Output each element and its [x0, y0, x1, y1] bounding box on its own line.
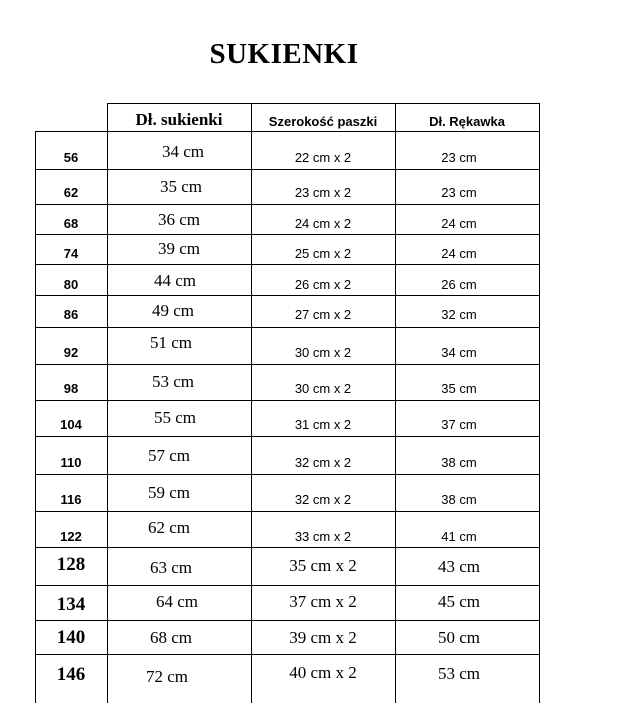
yoke-width-cell: 39 cm x 2	[289, 628, 357, 647]
sleeve-length-cell: 34 cm	[441, 345, 477, 360]
size-cell: 92	[63, 345, 79, 360]
size-cell: 68	[63, 216, 79, 231]
size-cell: 134	[56, 594, 86, 615]
size-cell: 86	[63, 307, 79, 322]
row-border	[35, 547, 540, 548]
dress-length-cell: 64 cm	[155, 592, 199, 611]
yoke-width-cell: 32 cm x 2	[294, 492, 352, 507]
row-border	[35, 204, 540, 205]
page-title: SUKIENKI	[209, 38, 359, 70]
column-header: Dł. sukienki	[135, 110, 223, 129]
yoke-width-cell: 26 cm x 2	[294, 277, 352, 292]
sleeve-length-cell: 23 cm	[441, 150, 477, 165]
size-cell: 56	[63, 150, 79, 165]
row-border	[35, 169, 540, 170]
sleeve-length-cell: 26 cm	[441, 277, 477, 292]
sleeve-length-cell: 23 cm	[441, 185, 477, 200]
yoke-width-cell: 27 cm x 2	[294, 307, 352, 322]
size-cell: 62	[63, 185, 79, 200]
size-cell: 110	[60, 455, 82, 470]
yoke-width-cell: 33 cm x 2	[294, 529, 352, 544]
column-border	[107, 103, 108, 703]
row-border	[35, 400, 540, 401]
size-cell: 116	[60, 492, 82, 507]
dress-length-cell: 63 cm	[149, 558, 193, 577]
sleeve-length-cell: 43 cm	[437, 557, 481, 576]
dress-length-cell: 34 cm	[161, 142, 205, 161]
size-cell: 146	[56, 664, 86, 685]
table-border-top	[107, 103, 540, 104]
row-border	[35, 295, 540, 296]
row-border	[35, 327, 540, 328]
row-border	[35, 474, 540, 475]
yoke-width-cell: 40 cm x 2	[289, 663, 357, 682]
column-header: Szerokość paszki	[268, 114, 378, 129]
size-cell: 98	[63, 381, 79, 396]
size-cell: 128	[56, 554, 86, 575]
dress-length-cell: 36 cm	[157, 210, 201, 229]
size-cell: 80	[63, 277, 79, 292]
row-border	[35, 364, 540, 365]
header-border-bottom	[35, 131, 540, 132]
yoke-width-cell: 32 cm x 2	[294, 455, 352, 470]
sleeve-length-cell: 38 cm	[441, 492, 477, 507]
sleeve-length-cell: 37 cm	[441, 417, 477, 432]
sleeve-length-cell: 38 cm	[441, 455, 477, 470]
dress-length-cell: 49 cm	[151, 301, 195, 320]
sleeve-length-cell: 24 cm	[441, 216, 477, 231]
dress-length-cell: 68 cm	[149, 628, 193, 647]
dress-length-cell: 59 cm	[147, 483, 191, 502]
size-cell: 122	[60, 529, 82, 544]
row-border	[35, 234, 540, 235]
sleeve-length-cell: 35 cm	[441, 381, 477, 396]
sleeve-length-cell: 24 cm	[441, 246, 477, 261]
yoke-width-cell: 25 cm x 2	[294, 246, 352, 261]
sleeve-length-cell: 53 cm	[437, 664, 481, 683]
sleeve-length-cell: 50 cm	[437, 628, 481, 647]
dress-length-cell: 39 cm	[157, 239, 201, 258]
dress-length-cell: 53 cm	[151, 372, 195, 391]
sleeve-length-cell: 45 cm	[437, 592, 481, 611]
row-border	[35, 264, 540, 265]
yoke-width-cell: 22 cm x 2	[294, 150, 352, 165]
row-border	[35, 654, 540, 655]
yoke-width-cell: 37 cm x 2	[289, 592, 357, 611]
row-border	[35, 585, 540, 586]
column-border	[539, 103, 540, 703]
dress-length-cell: 44 cm	[153, 271, 197, 290]
size-cell: 140	[56, 627, 86, 648]
column-header: Dł. Rękawka	[429, 114, 505, 129]
yoke-width-cell: 24 cm x 2	[294, 216, 352, 231]
dress-length-cell: 57 cm	[147, 446, 191, 465]
dress-length-cell: 72 cm	[145, 667, 189, 686]
yoke-width-cell: 35 cm x 2	[289, 556, 357, 575]
row-border	[35, 511, 540, 512]
row-border	[35, 436, 540, 437]
dress-length-cell: 51 cm	[149, 333, 193, 352]
yoke-width-cell: 30 cm x 2	[294, 345, 352, 360]
size-cell: 104	[60, 417, 82, 432]
yoke-width-cell: 30 cm x 2	[294, 381, 352, 396]
dress-length-cell: 55 cm	[153, 408, 197, 427]
size-cell: 74	[63, 246, 79, 261]
yoke-width-cell: 23 cm x 2	[294, 185, 352, 200]
dress-length-cell: 35 cm	[159, 177, 203, 196]
row-border	[35, 620, 540, 621]
sleeve-length-cell: 41 cm	[441, 529, 477, 544]
sleeve-length-cell: 32 cm	[441, 307, 477, 322]
yoke-width-cell: 31 cm x 2	[294, 417, 352, 432]
dress-length-cell: 62 cm	[147, 518, 191, 537]
